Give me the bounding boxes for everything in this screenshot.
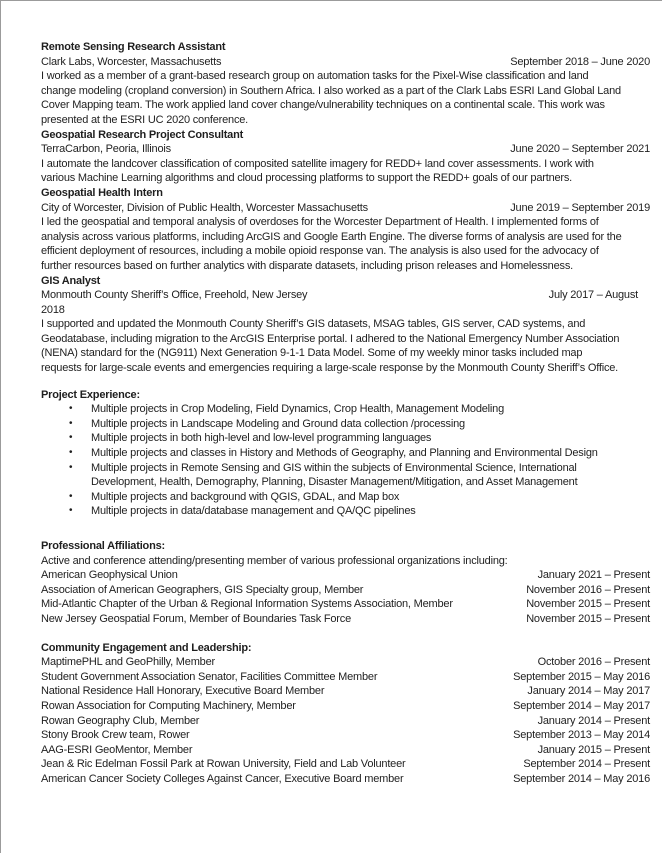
community-dates: January 2014 – May 2017 [527, 685, 650, 698]
community-name: Jean & Ric Edelman Fossil Park at Rowan University, Field and Lab Volunteer [41, 758, 406, 771]
community-name: Rowan Geography Club, Member [41, 714, 200, 727]
community-row [41, 772, 650, 787]
community-name: Stony Brook Crew team, Rower [41, 729, 190, 742]
bullet-icon: • [69, 490, 73, 502]
community-name: MaptimePHL and GeoPhilly, Member [41, 656, 215, 669]
affiliation-dates: November 2016 – Present [526, 583, 650, 596]
list-item [41, 431, 623, 446]
job-company: Clark Labs, Worcester, Massachusetts [41, 55, 222, 68]
affiliation-dates: January 2021 – Present [537, 569, 650, 582]
community-row [41, 699, 650, 714]
list-item [41, 461, 623, 490]
section-heading: Project Experience: [41, 388, 140, 401]
community-dates: January 2014 – Present [537, 714, 650, 727]
community-row [41, 728, 650, 743]
job-description: I worked as a member of a grant-based research group on automation tasks for the Pixel-Wise classification and land change modeling (cropland conversion) in Southern Africa. I also worked as a part of the Clark Labs ESRI Land Global Land Cover Mapping team. The work applied land cover change/vulnerability techniques on a continental scale. This work was presented at the ESRI UC 2020 conference. [41, 70, 621, 126]
affiliation-name: American Geophysical Union [41, 569, 178, 582]
job-company: City of Worcester, Division of Public Health, Worcester Massachusetts [41, 201, 368, 214]
affiliation-dates: November 2015 – Present [526, 612, 650, 625]
job-title: Geospatial Research Project Consultant [41, 128, 244, 141]
community-dates: September 2014 – Present [523, 758, 650, 771]
list-item [41, 402, 623, 417]
job-dates: July 2017 – August [548, 289, 638, 302]
job-dates: September 2018 – June 2020 [510, 55, 650, 68]
community-dates: September 2014 – May 2016 [513, 772, 650, 785]
job-header-row [41, 55, 650, 70]
community-name: Rowan Association for Computing Machinery, Member [41, 699, 296, 712]
community-name: AAG-ESRI GeoMentor, Member [41, 743, 193, 756]
job-header-row [41, 142, 650, 157]
job-description: I led the geospatial and temporal analysis of overdoses for the Worcester Department of Health. I implemented forms of analysis across various platforms, including ArcGIS and Google Earth Engine. The diverse forms of analysis are used for the efficient deployment of resources, including a mobile opioid response van. The analysis is also used for the advocacy of further resources based on further analytics with disparate datasets, including prison releases and Homelessness. [41, 216, 622, 272]
job-description: I supported and updated the Monmouth County Sheriff’s GIS datasets, MSAG tables, GIS server, CAD systems, and Geodatabase, including migration to the ArcGIS Enterprise portal. I adhered to the National Emergency Number Association (NENA) standard for the (NG911) Next Generation 9-1-1 Data Model. Some of my weekly minor tasks included map requests for large-scale events and emergencies requiring a large-scale response by the Monmouth County Sheriff’s Office. [41, 318, 620, 375]
experience-section [41, 40, 650, 376]
bullet-icon: • [69, 403, 73, 415]
bullet-text: Multiple projects and classes in History and Methods of Geography, and Planning and Environmental Design [91, 447, 598, 460]
community-row [41, 714, 650, 729]
professional-affiliations-section [41, 539, 650, 627]
project-bullet-list [41, 402, 650, 519]
affiliation-name: Mid-Atlantic Chapter of the Urban & Regional Information Systems Association, Member [41, 598, 453, 611]
affiliation-row [41, 568, 650, 583]
bullet-text: Multiple projects and background with QGIS, GDAL, and Map box [91, 490, 400, 503]
job-header-row [41, 201, 650, 216]
bullet-icon: • [69, 417, 73, 429]
community-row [41, 684, 650, 699]
community-dates: September 2013 – May 2014 [513, 729, 650, 742]
list-item [41, 417, 623, 432]
affiliations-intro: Active and conference attending/presenting member of various professional organizations including: [41, 554, 508, 567]
affiliation-name: New Jersey Geospatial Forum, Member of Boundaries Task Force [41, 612, 351, 625]
job-title: GIS Analyst [41, 274, 101, 287]
community-dates: September 2014 – May 2017 [513, 699, 650, 712]
bullet-text: Multiple projects in Landscape Modeling and Ground data collection /processing [91, 417, 465, 430]
bullet-text: Multiple projects in Remote Sensing and GIS within the subjects of Environmental Science, International Development, Health, Demography, Planning, Disaster Management/Mitigation, and Asset Management [91, 461, 578, 489]
job-entry [41, 40, 650, 128]
bullet-text: Multiple projects in both high-level and low-level programming languages [91, 432, 432, 445]
bullet-text: Multiple projects in Crop Modeling, Field Dynamics, Crop Health, Management Modeling [91, 403, 505, 416]
list-item [41, 490, 623, 505]
community-row [41, 655, 650, 670]
community-dates: September 2015 – May 2016 [513, 670, 650, 683]
affiliation-row [41, 597, 650, 612]
community-name: Student Government Association Senator, Facilities Committee Member [41, 670, 378, 683]
affiliation-row [41, 612, 650, 627]
job-company: TerraCarbon, Peoria, Illinois [41, 143, 171, 156]
community-section [41, 641, 650, 787]
job-entry [41, 186, 650, 274]
job-entry [41, 128, 650, 186]
job-company: Monmouth County Sheriff’s Office, Freehold, New Jersey [41, 289, 308, 302]
bullet-icon: • [69, 432, 73, 444]
list-item [41, 446, 623, 461]
community-row [41, 670, 650, 685]
section-heading: Professional Affiliations: [41, 540, 165, 552]
community-dates: January 2015 – Present [537, 743, 650, 756]
job-dates-overflow: 2018 [41, 303, 65, 316]
job-dates: June 2020 – September 2021 [510, 143, 650, 156]
community-name: American Cancer Society Colleges Against Cancer, Executive Board member [41, 772, 404, 785]
job-description: I automate the landcover classification of composited satellite imagery for REDD+ land cover assessments. I work with various Machine Learning algorithms and cloud processing platforms to support the REDD+ goals of our partners. [41, 157, 594, 185]
community-name: National Residence Hall Honorary, Executive Board Member [41, 685, 325, 698]
list-item [41, 504, 623, 519]
section-heading: Community Engagement and Leadership: [41, 641, 252, 654]
affiliation-name: Association of American Geographers, GIS Specialty group, Member [41, 583, 364, 596]
job-header-row [41, 288, 650, 303]
community-row [41, 757, 650, 772]
affiliation-row [41, 583, 650, 598]
job-entry [41, 274, 650, 376]
community-dates: October 2016 – Present [537, 656, 650, 669]
project-experience-section [41, 388, 650, 519]
bullet-icon: • [69, 461, 73, 473]
community-row [41, 743, 650, 758]
bullet-icon: • [69, 505, 73, 517]
resume-content [1, 1, 662, 787]
bullet-icon: • [69, 447, 73, 459]
job-title: Remote Sensing Research Assistant [41, 41, 226, 53]
job-dates: June 2019 – September 2019 [510, 201, 650, 214]
job-title: Geospatial Health Intern [41, 186, 163, 199]
affiliation-dates: November 2015 – Present [526, 598, 650, 611]
bullet-text: Multiple projects in data/database management and QA/QC pipelines [91, 505, 416, 518]
